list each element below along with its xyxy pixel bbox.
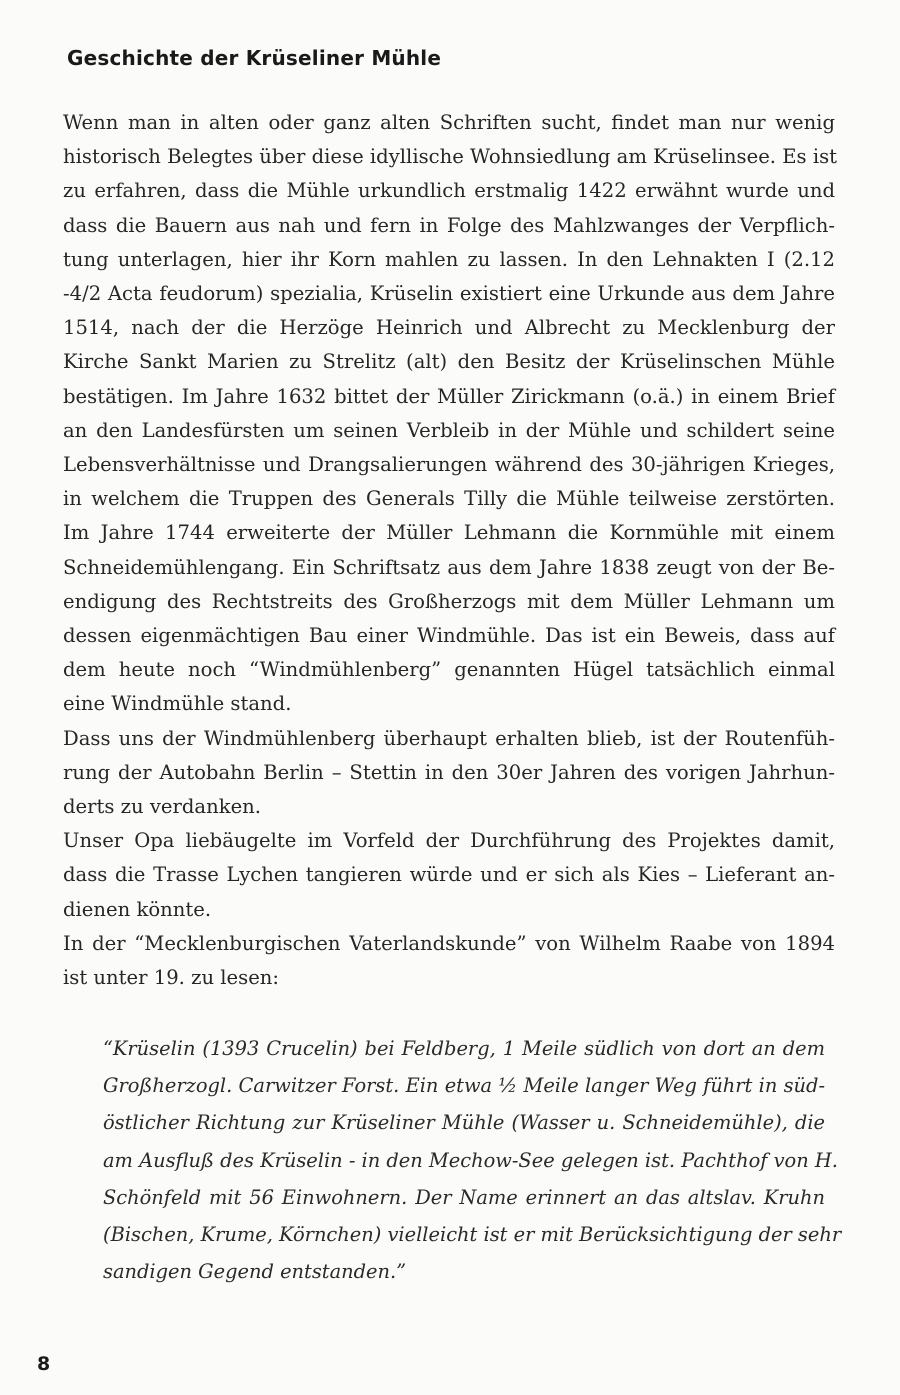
text-line: Schneidemühlengang. Ein Schriftsatz aus dem Jahre 1838 zeugt von der Be- — [63, 555, 835, 579]
text-line: Unser Opa liebäugelte im Vorfeld der Durchführung des Projektes damit, — [63, 829, 835, 853]
quote-line: sandigen Gegend entstanden.” — [103, 1260, 407, 1284]
text-line: eine Windmühle stand. — [63, 692, 292, 716]
text-line: bestätigen. Im Jahre 1632 bittet der Müller Zirickmann (o.ä.) in einem Brief — [63, 384, 835, 408]
text-line: dass die Trasse Lychen tangieren würde und er sich als Kies – Lieferant an- — [63, 863, 835, 887]
quote-line: am Ausfluß des Krüselin - in den Mechow-See gelegen ist. Pachthof von H. — [103, 1148, 838, 1172]
text-line: 1514, nach der die Herzöge Heinrich und Albrecht zu Mecklenburg der — [63, 316, 835, 340]
text-line: Im Jahre 1744 erweiterte der Müller Lehmann die Kornmühle mit einem — [63, 521, 835, 545]
text-line: Lebensverhältnisse und Drangsalierungen während des 30-jährigen Krieges, — [63, 453, 835, 477]
text-line: zu erfahren, dass die Mühle urkundlich erstmalig 1422 erwähnt wurde und — [63, 179, 835, 203]
paragraph-windmill-hill — [63, 722, 835, 825]
paragraph-grandpa — [63, 824, 835, 927]
paragraph-mill-history — [63, 106, 838, 722]
text-line: dienen könnte. — [63, 897, 212, 921]
page-heading: Geschichte der Krüseliner Mühle — [67, 46, 442, 70]
quote-line: (Bischen, Krume, Körnchen) vielleicht ist er mit Berücksichtigung der sehr — [103, 1223, 842, 1247]
text-line: dass die Bauern aus nah und fern in Folge des Mahlzwanges der Verpflich- — [63, 213, 835, 237]
text-line: rung der Autobahn Berlin – Stettin in den 30er Jahren des vorigen Jahrhun- — [63, 760, 835, 784]
quote-line: “Krüselin (1393 Crucelin) bei Feldberg, 1 Meile südlich von dort an dem — [103, 1037, 825, 1060]
text-line: tung unterlagen, hier ihr Korn mahlen zu lassen. In den Lehnakten I (2.12 — [63, 247, 835, 271]
text-line: an den Landesfürsten um seinen Verbleib in der Mühle und schildert seine — [63, 418, 835, 442]
text-line: ist unter 19. zu lesen: — [63, 966, 280, 990]
text-line: historisch Belegtes über diese idyllische Wohnsiedlung am Krüselinsee. Es ist — [63, 145, 838, 169]
quote-line: Schönfeld mit 56 Einwohnern. Der Name erinnert an das altslav. Kruhn — [103, 1185, 825, 1209]
text-line: Dass uns der Windmühlenberg überhaupt erhalten blieb, ist der Routenfüh- — [63, 726, 835, 750]
quote-line: Großherzogl. Carwitzer Forst. Ein etwa ½ Meile langer Weg führt in süd- — [103, 1074, 825, 1098]
text-line: -4/2 Acta feudorum) spezialia, Krüselin existiert eine Urkunde aus dem Jahre — [63, 282, 835, 306]
text-line: Wenn man in alten oder ganz alten Schriften sucht, findet man nur wenig — [63, 111, 835, 134]
paragraph-quote-intro — [63, 927, 835, 995]
text-line: In der “Mecklenburgischen Vaterlandskunde” von Wilhelm Raabe von 1894 — [63, 931, 835, 955]
page-number: 8 — [37, 1353, 51, 1375]
text-line: Kirche Sankt Marien zu Strelitz (alt) den Besitz der Krüselinschen Mühle — [63, 350, 835, 374]
text-line: in welchem die Truppen des Generals Tilly die Mühle teilweise zerstörten. — [63, 487, 835, 511]
text-line: derts zu verdanken. — [63, 795, 262, 819]
text-line: dem heute noch “Windmühlenberg” genannten Hügel tatsächlich einmal — [63, 658, 835, 682]
body-text — [63, 106, 838, 995]
quote-line: östlicher Richtung zur Krüseliner Mühle (Wasser u. Schneidemühle), die — [103, 1111, 825, 1135]
text-line: endigung des Rechtstreits des Großherzogs mit dem Müller Lehmann um — [63, 589, 835, 613]
text-line: dessen eigenmächtigen Bau einer Windmühle. Das ist ein Beweis, dass auf — [63, 624, 835, 648]
quoted-passage — [103, 1030, 842, 1290]
